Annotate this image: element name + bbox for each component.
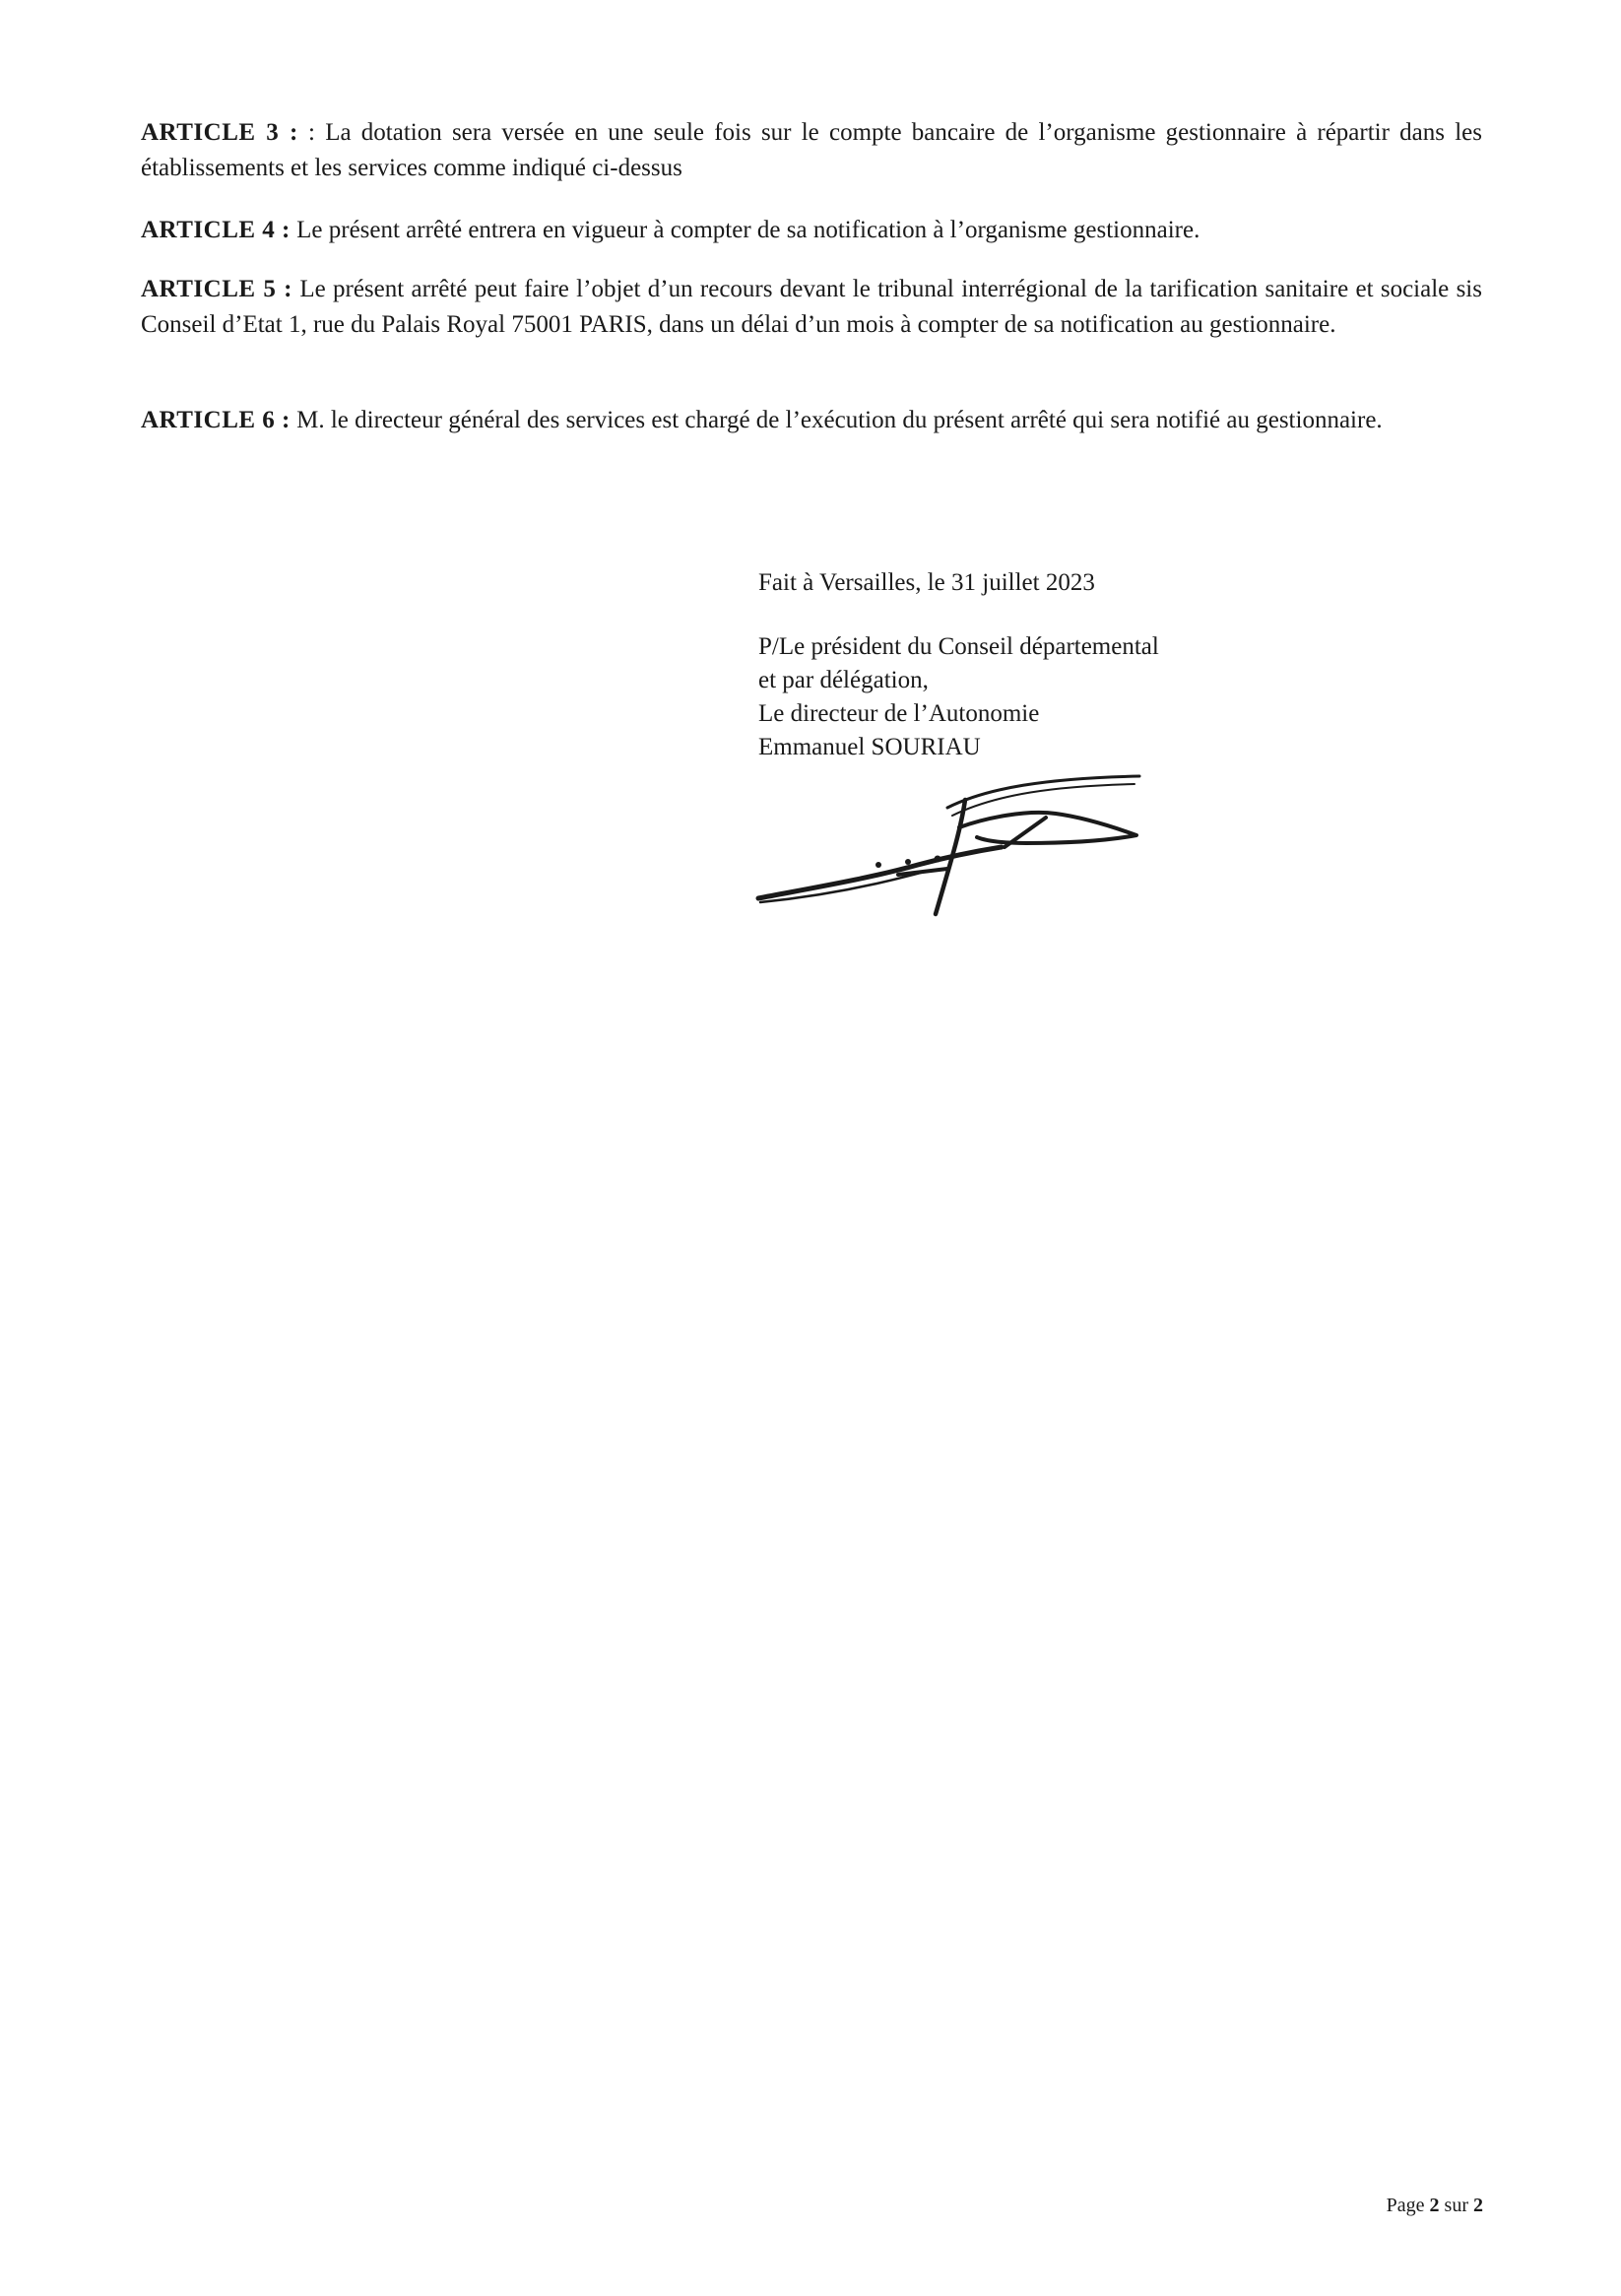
page-footer — [1387, 2195, 1483, 2217]
place-and-date: Fait à Versailles, le 31 juillet 2023 — [758, 569, 1095, 596]
article-4 — [141, 213, 1482, 248]
signatory-block — [758, 630, 1159, 764]
article-4-text: Le présent arrêté entrera en vigueur à compter de sa notification à l’organisme gestionnaire. — [290, 217, 1200, 243]
article-6-heading: ARTICLE 6 : — [141, 407, 291, 433]
signatory-title: P/Le président du Conseil départemental — [758, 633, 1159, 660]
article-6 — [141, 403, 1482, 438]
signatory-delegation: et par délégation, — [758, 667, 929, 693]
article-5 — [141, 272, 1482, 343]
article-6-text: M. le directeur général des services est chargé de l’exécution du présent arrêté qui sera notifié au gestionnaire. — [290, 407, 1383, 433]
article-3 — [141, 115, 1482, 186]
article-3-heading: ARTICLE 3 : — [141, 119, 298, 146]
page-number: 2 — [1429, 2195, 1440, 2216]
signatory-role: Le directeur de l’Autonomie — [758, 700, 1040, 727]
handwritten-signature — [750, 758, 1154, 926]
article-3-text: : La dotation sera versée en une seule fois sur le compte bancaire de l’organisme gestionnaire à répartir dans les établissements et les services comme indiqué ci-dessus — [141, 119, 1482, 181]
article-4-heading: ARTICLE 4 : — [141, 217, 291, 243]
article-5-heading: ARTICLE 5 : — [141, 276, 292, 302]
page-sur-label: sur — [1439, 2195, 1473, 2216]
page-label: Page — [1386, 2195, 1430, 2216]
page-total: 2 — [1473, 2195, 1483, 2216]
signatory-name: Emmanuel SOURIAU — [758, 734, 981, 760]
article-5-text: Le présent arrêté peut faire l’objet d’un recours devant le tribunal interrégional de la tarification sanitaire et sociale sis Conseil d’Etat 1, rue du Palais Royal 75001 PARIS, dans un délai d’un mois à compter de sa notification au gestionnaire. — [141, 276, 1482, 338]
